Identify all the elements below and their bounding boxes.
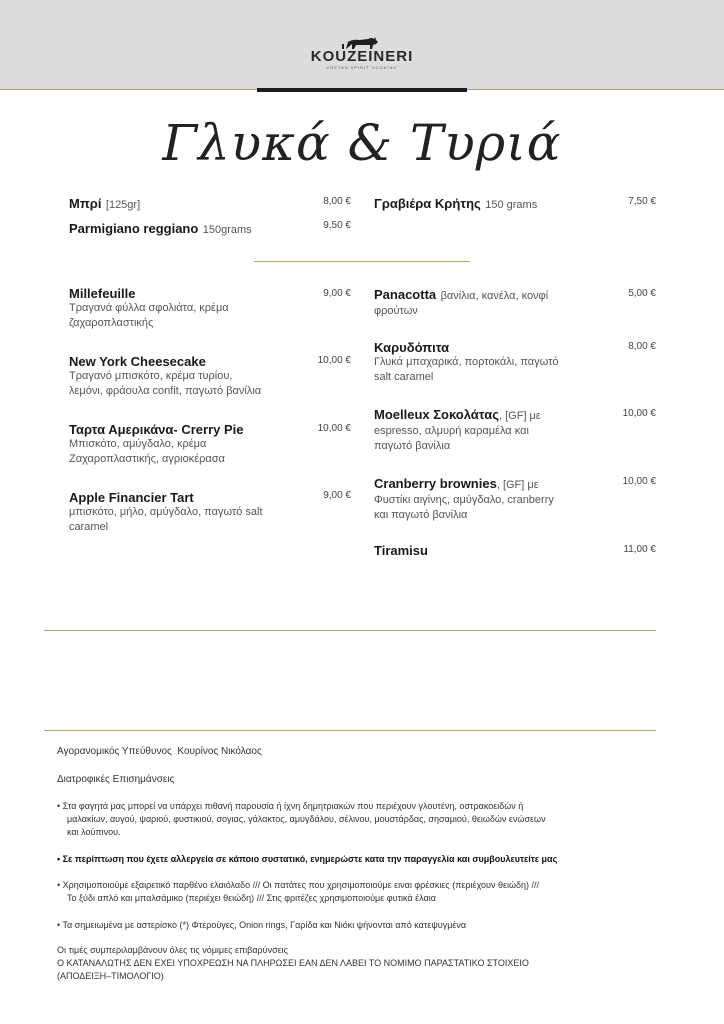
- item-name: New York Cheesecake: [69, 354, 206, 369]
- menu-item: [374, 340, 559, 385]
- allergen-note-line: • Στα φαγητά μας μπορεί να υπάρχει πιθανή παρουσία ή ίχνη δημητριακών που περιέχουν γλουτένη, οστρακοειδών ή: [57, 801, 524, 811]
- item-description: Φυστίκι αιγίνης, αμύγδαλο, cranberry: [374, 494, 554, 506]
- menu-item: [374, 286, 548, 319]
- item-name: Moelleux Σοκολάτας: [374, 407, 499, 422]
- item-name: Μπρί: [69, 196, 102, 211]
- item-note: [125gr]: [105, 199, 141, 211]
- menu-item: [69, 490, 263, 535]
- responsible-name: Κουρίνος Νικόλαος: [177, 746, 262, 757]
- item-description: παγωτό βανίλια: [374, 440, 451, 452]
- item-price: 10,00 €: [317, 355, 351, 366]
- item-description: λεμόνι, φράουλα confit, παγωτό βανίλια: [69, 385, 262, 397]
- menu-item: [374, 475, 554, 523]
- item-description: Τραγανά φύλλα σφολιάτα, κρέμα: [69, 302, 229, 314]
- item-description: salt caramel: [374, 371, 434, 383]
- item-price: 7,50 €: [628, 196, 656, 207]
- item-price: 10,00 €: [622, 408, 656, 419]
- item-price: 9,00 €: [323, 288, 351, 299]
- item-description: caramel: [69, 521, 109, 533]
- allergen-note-line: μαλακίων, αυγού, ψαριού, φυστικιού, σογιας, γάλακτος, αμυγδάλου, σέλινου, μουστάρδας, σησαμιού, θειωδών ενώσεων: [67, 814, 546, 824]
- item-note: , [GF] με: [496, 479, 539, 491]
- nutrition-title: Διατροφικές Επισημάνσεις: [57, 774, 175, 785]
- item-description: και παγωτό βανίλια: [374, 509, 468, 521]
- header-accent-bar: [257, 88, 467, 92]
- item-price: 9,00 €: [323, 490, 351, 501]
- item-price: 8,00 €: [628, 341, 656, 352]
- allergy-warning: • Σε περίπτωση που έχετε αλλεργεία σε κάποιο συστατικό, ενημερώστε κατα την παραγγελία και συμβουλευτείτε μας: [57, 854, 558, 864]
- item-name: Parmigiano reggiano: [69, 221, 199, 236]
- item-price: 9,50 €: [323, 220, 351, 231]
- item-note: 150 grams: [485, 199, 538, 211]
- item-name: Apple Financier Tart: [69, 490, 194, 505]
- item-description: Ζαχαροπλαστικής, αγριοκέρασα: [69, 453, 225, 465]
- section-divider: [44, 730, 656, 731]
- menu-item: [69, 195, 140, 213]
- item-note: , [GF] με: [499, 410, 541, 422]
- item-name: Millefeuille: [69, 286, 136, 301]
- frozen-note: • Τα σημειωμένα με αστερίσκο (*) Φτερούγες, Onion rings, Γαρίδα και Νιόκι ψήνονται από κατεψυγμένα: [57, 920, 467, 930]
- item-name: Ταρτα Αμερικάνα- Crerry Pie: [69, 422, 244, 437]
- brand-tagline: CRETAN SPIRIT COOKING: [326, 65, 398, 70]
- responsible-line: [57, 745, 262, 758]
- item-name: Γραβιέρα Κρήτης: [374, 196, 481, 211]
- prices-note: Οι τιμές συμπεριλαμβάνουν όλες τις νόμιμες επιβαρύνσεις: [57, 945, 289, 955]
- allergen-note-line: και λούπινου.: [67, 827, 121, 837]
- menu-item: [69, 286, 229, 331]
- page-title: Γλυκά & Τυριά: [162, 114, 562, 172]
- menu-item: [374, 406, 541, 454]
- item-description: Μπισκότο, αμύγδαλο, κρέμα: [69, 438, 207, 450]
- menu-item: [69, 422, 244, 467]
- item-price: 8,00 €: [323, 196, 351, 207]
- item-description: μπισκότο, μήλο, αμύγδαλο, παγωτό salt: [69, 506, 263, 518]
- item-description: Γλυκά μπαχαρικά, πορτοκάλι, παγωτό: [374, 356, 559, 368]
- brand-logo: [0, 36, 724, 70]
- item-price: 11,00 €: [623, 544, 656, 555]
- item-description: espresso, αλμυρή καραμέλα και: [374, 425, 529, 437]
- brand-name: KOUZEINERI: [310, 48, 414, 65]
- item-name: Panacotta: [374, 287, 437, 302]
- section-divider: [254, 261, 470, 262]
- legal-notice: [57, 944, 529, 983]
- responsible-label: Αγορανομικός Υπεύθυνος: [57, 746, 172, 757]
- item-price: 5,00 €: [628, 288, 656, 299]
- section-divider: [44, 630, 656, 631]
- header-divider-left: [0, 89, 257, 90]
- receipt-note: Ο ΚΑΤΑΝΑΛΩΤΗΣ ΔΕΝ ΕΧΕΙ ΥΠΟΧΡΕΩΣΗ ΝΑ ΠΛΗΡΩΣΕΙ ΕΑΝ ΔΕΝ ΛΑΒΕΙ ΤΟ ΝΟΜΙΜΟ ΠΑΡΑΣΤΑΤΙΚΟ ΣΤΟΙΧΕΙΟ: [57, 958, 529, 968]
- item-name: Cranberry brownies: [374, 476, 497, 491]
- menu-item: [69, 220, 252, 238]
- menu-item: [69, 354, 261, 399]
- item-note: βανίλια, κανέλα, κονφί: [440, 290, 549, 302]
- oil-note: [57, 879, 539, 905]
- allergen-note: [57, 800, 546, 839]
- item-description: Τραγανό μπισκότο, κρέμα τυρίου,: [69, 370, 233, 382]
- item-name: Καρυδόπιτα: [374, 340, 450, 355]
- item-price: 10,00 €: [317, 423, 351, 434]
- menu-item: [374, 543, 428, 558]
- header-divider-right: [467, 89, 724, 90]
- oil-note-line: Το ξύδι απλό και μπαλσάμικο (περιέχει θειώδη) /// Στις φριτέζες χρησιμοποιούμε φυτικά έλαια: [67, 893, 436, 903]
- menu-item: [374, 195, 537, 213]
- oil-note-line: • Χρησιμοποιούμε εξαιρετικό παρθένο ελαιόλαδο /// Οι πατάτες που χρησιμοποιούμε ειναι φρέσκιες (περιέχουν θειώδη) ///: [57, 880, 540, 890]
- receipt-note: (ΑΠΟΔΕΙΞΗ–ΤΙΜΟΛΟΓΙΟ): [57, 971, 164, 981]
- item-description: ζαχαροπλαστικής: [69, 317, 154, 329]
- item-price: 10,00 €: [622, 476, 656, 487]
- item-note: 150grams: [202, 224, 252, 236]
- item-name: Tiramisu: [374, 543, 428, 558]
- item-description: φρούτων: [374, 305, 418, 317]
